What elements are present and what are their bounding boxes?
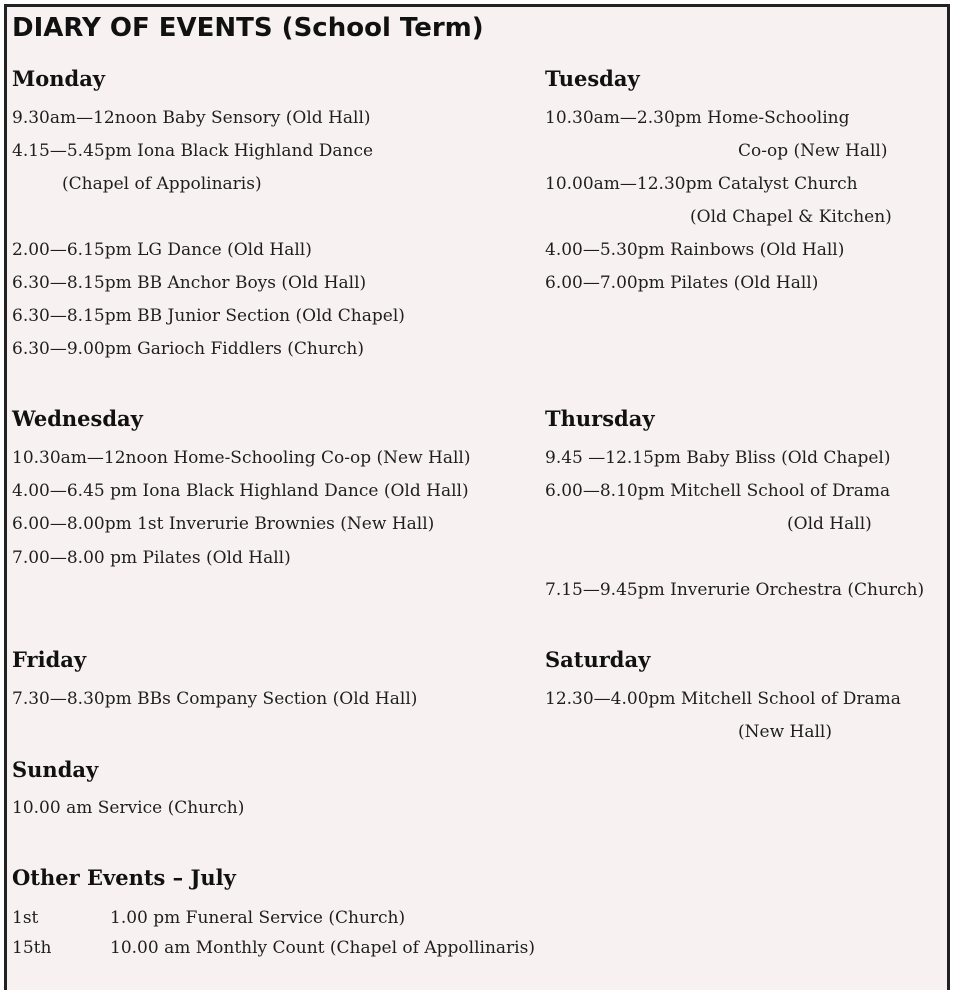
thursday-event: 9.45 —12.15pm Baby Bliss (Old Chapel): [545, 448, 891, 468]
friday-event: 7.30—8.30pm BBs Company Section (Old Hall): [12, 689, 418, 709]
day-heading-sunday: Sunday: [12, 757, 99, 782]
wednesday-event: 6.00—8.00pm 1st Inverurie Brownies (New Hall): [12, 514, 435, 534]
wednesday-event: 10.30am—12noon Home-Schooling Co-op (New Hall): [12, 448, 471, 468]
monday-event: 2.00—6.15pm LG Dance (Old Hall): [12, 240, 312, 260]
tuesday-event: 4.00—5.30pm Rainbows (Old Hall): [545, 240, 845, 260]
day-heading-friday: Friday: [12, 647, 87, 672]
tuesday-event: 6.00—7.00pm Pilates (Old Hall): [545, 273, 819, 293]
sunday-event: 10.00 am Service (Church): [12, 798, 245, 818]
wednesday-event: 7.00—8.00 pm Pilates (Old Hall): [12, 548, 291, 568]
day-heading-wednesday: Wednesday: [12, 406, 143, 431]
day-heading-saturday: Saturday: [545, 647, 651, 672]
page-title: DIARY OF EVENTS (School Term): [12, 13, 484, 43]
thursday-event: 7.15—9.45pm Inverurie Orchestra (Church): [545, 580, 925, 600]
monday-event: 6.30—8.15pm BB Junior Section (Old Chapel): [12, 306, 405, 326]
tuesday-event: 10.30am—2.30pm Home-Schooling: [545, 108, 850, 128]
saturday-event-continued: (New Hall): [738, 722, 832, 742]
thursday-event-continued: (Old Hall): [787, 514, 872, 534]
monday-event: 9.30am—12noon Baby Sensory (Old Hall): [12, 108, 371, 128]
day-heading-thursday: Thursday: [545, 406, 655, 431]
day-heading-monday: Monday: [12, 66, 106, 91]
other-event-text: 1.00 pm Funeral Service (Church): [110, 908, 406, 928]
thursday-event: 6.00—8.10pm Mitchell School of Drama: [545, 481, 891, 501]
monday-event: 6.30—8.15pm BB Anchor Boys (Old Hall): [12, 273, 367, 293]
tuesday-event: 10.00am—12.30pm Catalyst Church: [545, 174, 858, 194]
other-events-heading: Other Events – July: [12, 865, 236, 890]
monday-event: 4.15—5.45pm Iona Black Highland Dance: [12, 141, 374, 161]
monday-event-continued: (Chapel of Appolinaris): [62, 174, 262, 194]
wednesday-event: 4.00—6.45 pm Iona Black Highland Dance (Old Hall): [12, 481, 469, 501]
other-event-date: 1st: [12, 908, 39, 928]
saturday-event: 12.30—4.00pm Mitchell School of Drama: [545, 689, 901, 709]
tuesday-event-continued: Co-op (New Hall): [738, 141, 888, 161]
monday-event: 6.30—9.00pm Garioch Fiddlers (Church): [12, 339, 365, 359]
other-event-text: 10.00 am Monthly Count (Chapel of Appollinaris): [110, 938, 535, 958]
day-heading-tuesday: Tuesday: [545, 66, 640, 91]
tuesday-event-continued: (Old Chapel & Kitchen): [690, 207, 892, 227]
other-event-date: 15th: [12, 938, 52, 958]
